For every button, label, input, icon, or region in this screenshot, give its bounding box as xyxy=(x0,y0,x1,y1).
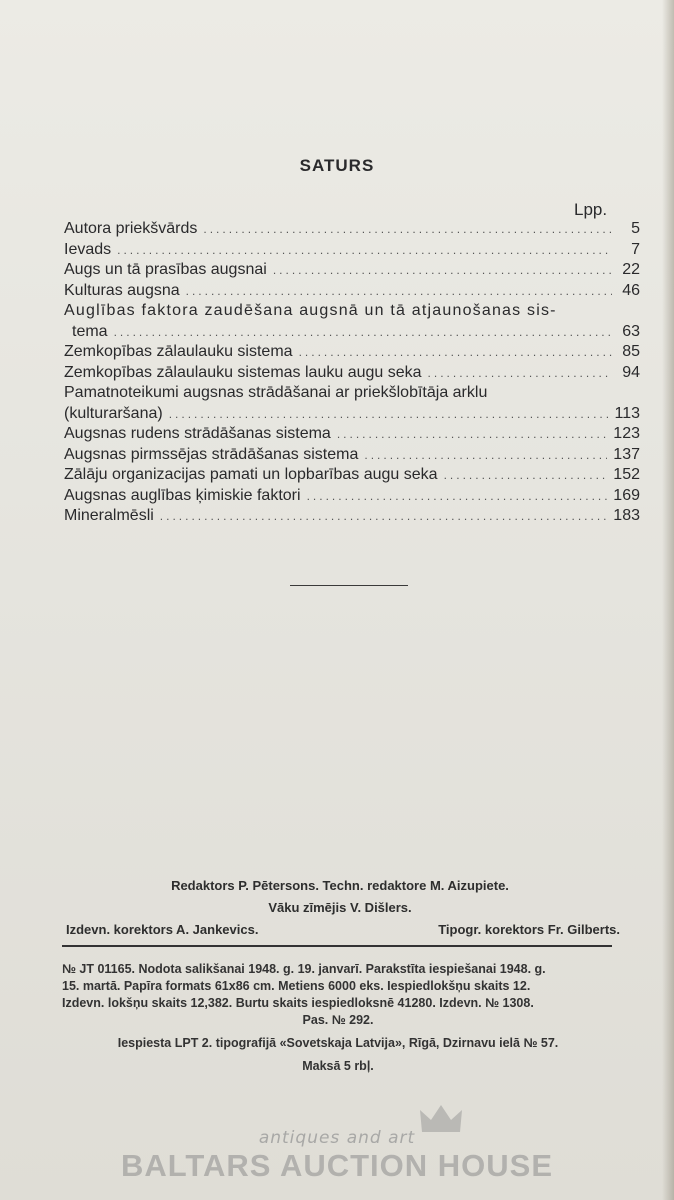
toc-entry xyxy=(64,425,640,446)
leader-dots xyxy=(307,489,608,503)
leader-dots xyxy=(273,263,612,277)
imprint-block xyxy=(62,962,614,1076)
toc-entry-page: 46 xyxy=(622,281,640,299)
imprint-printer: Iespiesta LPT 2. tipografijā «Sovetskaja Latvija», Rīgā, Dzirnavu ielā № 57. xyxy=(117,1036,559,1050)
toc-entry-title: Augsnas pirmssējas strādāšanas sistema xyxy=(64,445,359,463)
toc-entry-page: 113 xyxy=(614,404,640,422)
toc-entry xyxy=(64,220,640,241)
toc-entry-title: Pamatnoteikumi augsnas strādāšanai ar priekšlobītāja arklu xyxy=(64,384,488,401)
toc-entry-page: 7 xyxy=(631,240,640,258)
credits-editors: Redaktors P. Pētersons. Techn. redaktore M. Aizupiete. xyxy=(171,878,509,893)
leader-dots xyxy=(203,222,612,236)
toc-entry-title: tema xyxy=(72,322,108,340)
toc-entry-title: Augsnas rudens strādāšanas sistema xyxy=(64,425,331,442)
toc-entry-title: (kulturaršana) xyxy=(64,404,163,422)
toc-entry xyxy=(64,282,640,303)
toc-entry-title: Auglības faktora zaudēšana augsnā un tā atjaunošanas sis- xyxy=(64,302,557,319)
leader-dots xyxy=(114,325,612,339)
leader-dots xyxy=(364,448,607,462)
toc-entry xyxy=(64,405,640,426)
toc-entry-title: Zālāju organizacijas pamati un lopbarības augu seka xyxy=(64,466,438,483)
toc-entry-title: Zemkopības zālaulauku sistemas lauku augu seka xyxy=(64,363,422,381)
page-title: SATURS xyxy=(299,156,375,175)
credits-publisher-corrector: Izdevn. korektors A. Jankevics. xyxy=(66,922,259,937)
toc-entry xyxy=(64,487,640,508)
table-of-contents xyxy=(64,220,640,528)
leader-dots xyxy=(337,427,607,441)
credits-cover-artist: Vāku zīmējis V. Dišlers. xyxy=(268,900,412,915)
toc-entry xyxy=(64,364,640,385)
toc-entry xyxy=(64,343,640,364)
toc-entry-title: Mineralmēsli xyxy=(64,507,154,524)
toc-entry-page: 183 xyxy=(613,507,640,524)
watermark-brand: BALTARS AUCTION HOUSE xyxy=(120,1148,554,1183)
toc-entry xyxy=(64,261,640,282)
imprint-line: № JT 01165. Nodota salikšanai 1948. g. 19. janvarī. Parakstīta iespiešanai 1948. g. xyxy=(62,962,546,976)
leader-dots xyxy=(299,345,612,359)
toc-entry xyxy=(64,384,640,405)
toc-entry-page: 22 xyxy=(622,261,640,278)
toc-entry-page: 5 xyxy=(631,220,640,237)
toc-entry xyxy=(64,302,640,323)
watermark-tagline: antiques and art xyxy=(258,1128,416,1148)
toc-entry-page: 152 xyxy=(613,466,640,483)
toc-entry xyxy=(64,241,640,262)
credits-block xyxy=(60,878,620,944)
credits-typographer-corrector: Tipogr. korektors Fr. Gilberts. xyxy=(438,922,620,937)
toc-entry-title: Kulturas augsna xyxy=(64,281,180,299)
page-edge-shadow xyxy=(662,0,674,1200)
toc-entry-title: Autora priekšvārds xyxy=(64,220,198,237)
leader-dots xyxy=(444,468,608,482)
imprint-divider xyxy=(62,945,612,947)
imprint-line: Izdevn. lokšņu skaits 12,382. Burtu skaits iespiedloksnē 41280. Izdevn. № 1308. xyxy=(62,996,534,1010)
leader-dots xyxy=(169,407,609,421)
toc-entry-page: 94 xyxy=(622,363,640,381)
toc-entry-title: Ievads xyxy=(64,240,112,258)
leader-dots xyxy=(428,366,612,380)
toc-entry-page: 123 xyxy=(613,425,640,442)
toc-entry xyxy=(64,446,640,467)
imprint-price: Maksā 5 rbļ. xyxy=(302,1059,374,1073)
toc-entry-page: 85 xyxy=(622,343,640,360)
toc-entry xyxy=(64,507,640,528)
toc-entry xyxy=(64,323,640,344)
toc-entry-page: 137 xyxy=(613,445,640,463)
imprint-line: Pas. № 292. xyxy=(302,1013,374,1027)
leader-dots xyxy=(117,243,612,257)
toc-entry xyxy=(64,466,640,487)
divider-rule xyxy=(290,585,408,586)
toc-entry-page: 63 xyxy=(622,322,640,340)
toc-entry-title: Augs un tā prasības augsnai xyxy=(64,261,267,278)
toc-entry-title: Augsnas auglības ķimiskie faktori xyxy=(64,486,301,504)
toc-entry-title: Zemkopības zālaulauku sistema xyxy=(64,343,293,360)
toc-entry-page: 169 xyxy=(613,486,640,504)
page-column-label: Lpp. xyxy=(574,200,608,219)
imprint-line: 15. martā. Papīra formats 61x86 cm. Metiens 6000 eks. Iespiedlokšņu skaits 12. xyxy=(62,979,531,993)
credits-correctors xyxy=(60,922,620,944)
auction-watermark xyxy=(0,1128,674,1184)
leader-dots xyxy=(186,284,612,298)
leader-dots xyxy=(160,509,608,523)
